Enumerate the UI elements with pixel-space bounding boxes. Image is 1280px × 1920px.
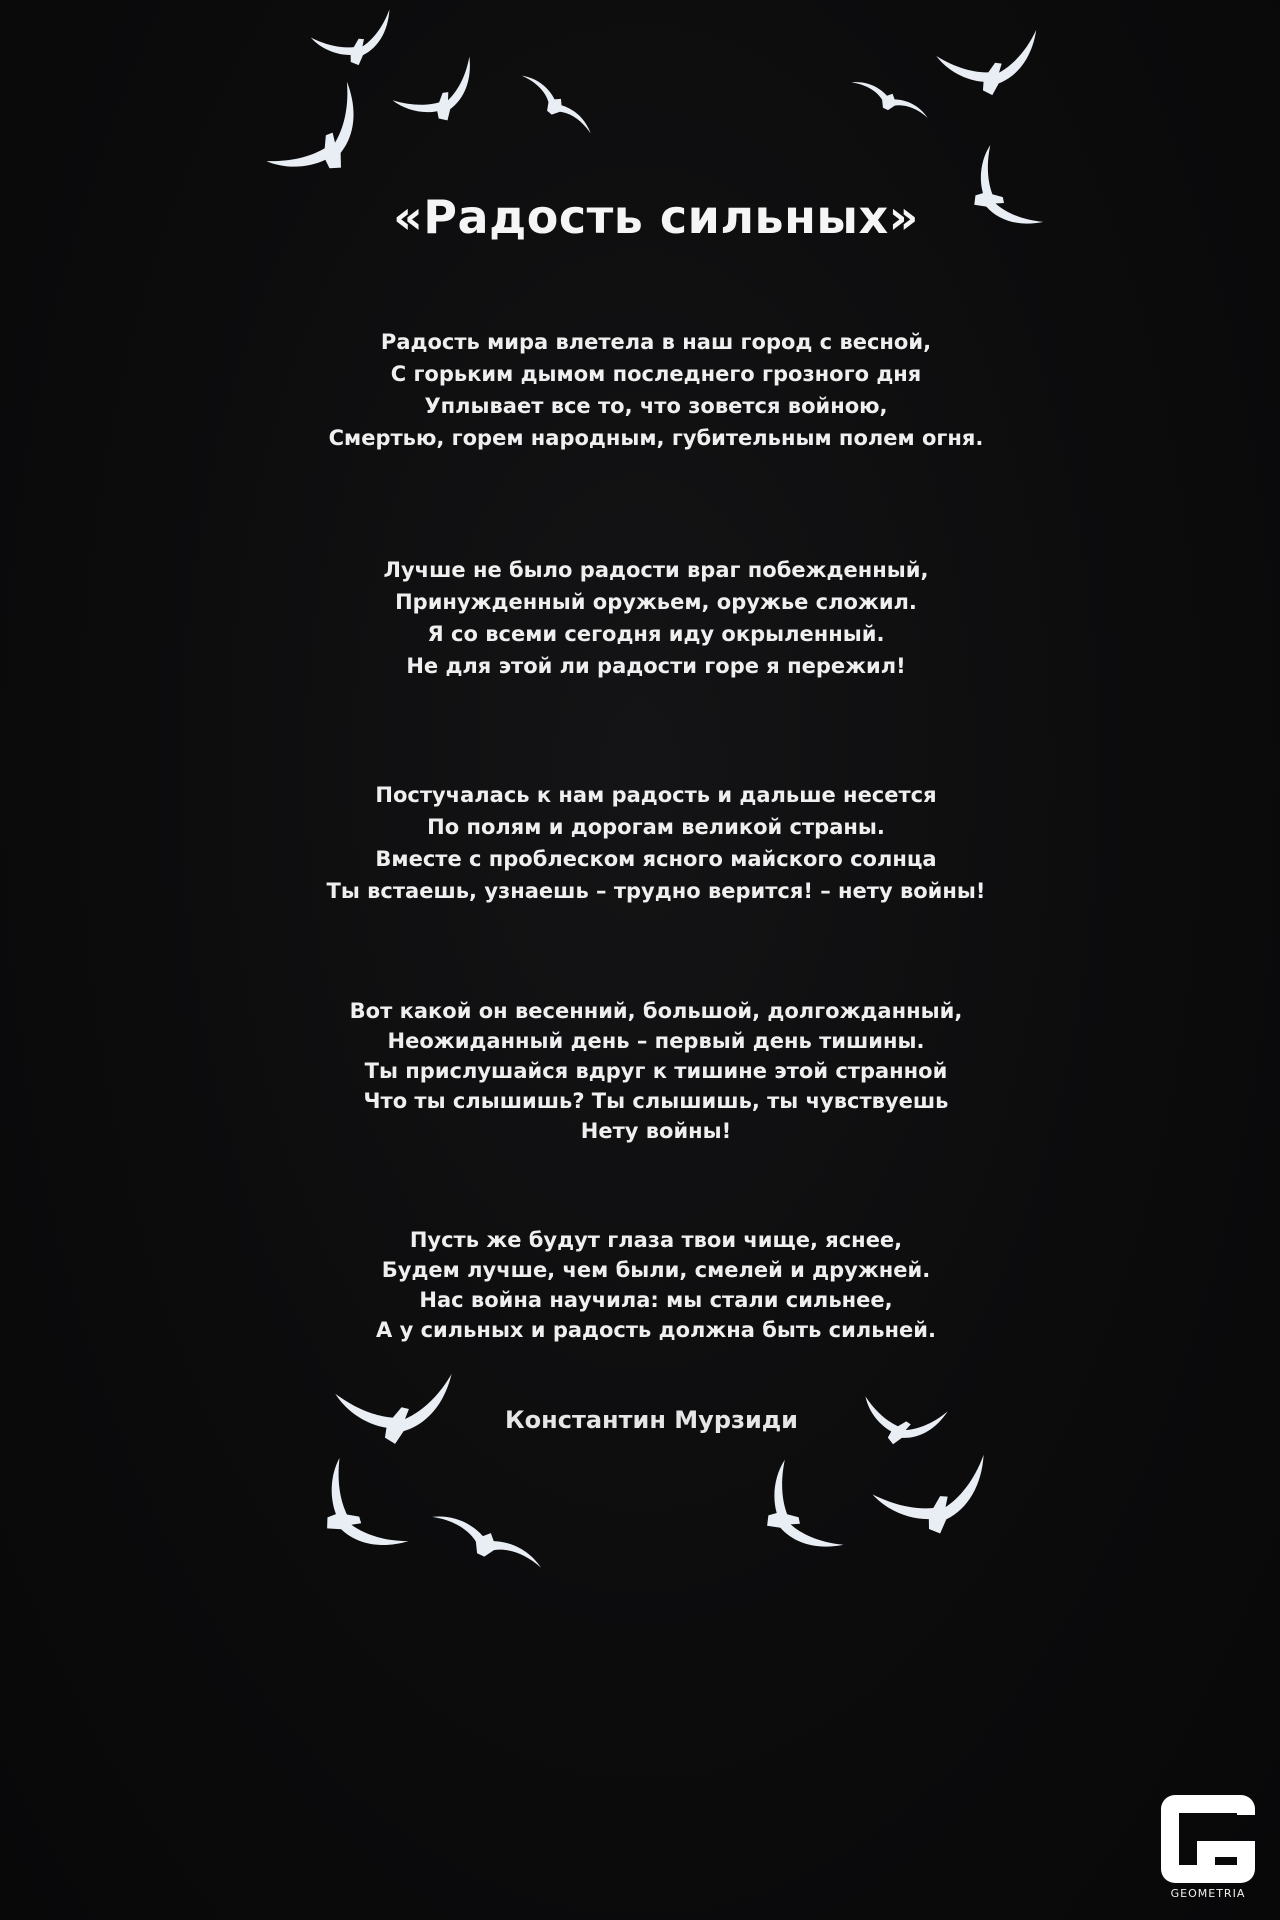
geometria-watermark xyxy=(1160,1795,1256,1900)
poem-line: По полям и дорогам великой страны. xyxy=(427,815,885,839)
seagull-icon xyxy=(847,76,930,127)
poem-title: «Радость сильных» xyxy=(393,190,919,244)
poem-line: Радость мира влетела в наш город с весной, xyxy=(380,330,932,354)
poem-line: Неожиданный день – первый день тишины. xyxy=(387,1029,925,1053)
poem-line: Нету войны! xyxy=(580,1119,732,1143)
poem-line: Я со всеми сегодня иду окрыленный. xyxy=(427,622,885,646)
seagull-icon xyxy=(870,1455,1000,1548)
seagull-icon xyxy=(426,1508,545,1580)
stanza-5 xyxy=(0,1225,1280,1345)
poem-line: Пусть же будут глаза твои чище, яснее, xyxy=(409,1228,903,1252)
poem-line: Постучалась к нам радость и дальше несется xyxy=(375,783,937,807)
poem-line: Принужденный оружьем, оружье сложил. xyxy=(395,590,917,614)
seagull-icon xyxy=(389,57,489,138)
seagull-icon xyxy=(309,9,401,75)
seagull-icon xyxy=(743,1456,844,1573)
poem-line: Ты прислушайся вдруг к тишине этой странной xyxy=(364,1059,948,1083)
poem-author: Константин Мурзиди xyxy=(505,1406,798,1434)
poem-line: С горьким дымом последнего грозного дня xyxy=(390,362,922,386)
stanza-1 xyxy=(0,326,1280,454)
poem-line: Будем лучше, чем были, смелей и дружней. xyxy=(381,1258,931,1282)
poem-line: Что ты слышишь? Ты слышишь, ты чувствуешь xyxy=(363,1089,949,1113)
stanza-2 xyxy=(0,554,1280,682)
poem-line: Смертью, горем народным, губительным полем огня. xyxy=(328,426,984,450)
poem-line: Ты встаешь, узнаешь – трудно верится! – нету войны! xyxy=(326,879,986,903)
brand-name: GEOMETRIA xyxy=(1170,1887,1246,1900)
poem-line: Уплывает все то, что зовется войною, xyxy=(424,394,888,418)
poem-line: Нас война научила: мы стали сильнее, xyxy=(419,1288,893,1312)
stanza-3 xyxy=(0,779,1280,907)
poem-line: Вместе с проблеском ясного майского солнца xyxy=(375,847,937,871)
seagull-icon xyxy=(515,70,596,142)
seagull-icon xyxy=(261,82,387,202)
stanza-4 xyxy=(0,996,1280,1146)
poem-line: А у сильных и радость должна быть сильней. xyxy=(376,1318,936,1342)
poem-line: Лучше не было радости враг побежденный, xyxy=(383,558,929,582)
seagull-icon xyxy=(935,30,1046,104)
seagull-icon xyxy=(298,1453,408,1575)
poem-line: Не для этой ли радости горе я пережил! xyxy=(406,654,906,678)
geometria-logo-icon xyxy=(1161,1795,1255,1883)
poem-line: Вот какой он весенний, большой, долгожданный, xyxy=(349,999,963,1023)
